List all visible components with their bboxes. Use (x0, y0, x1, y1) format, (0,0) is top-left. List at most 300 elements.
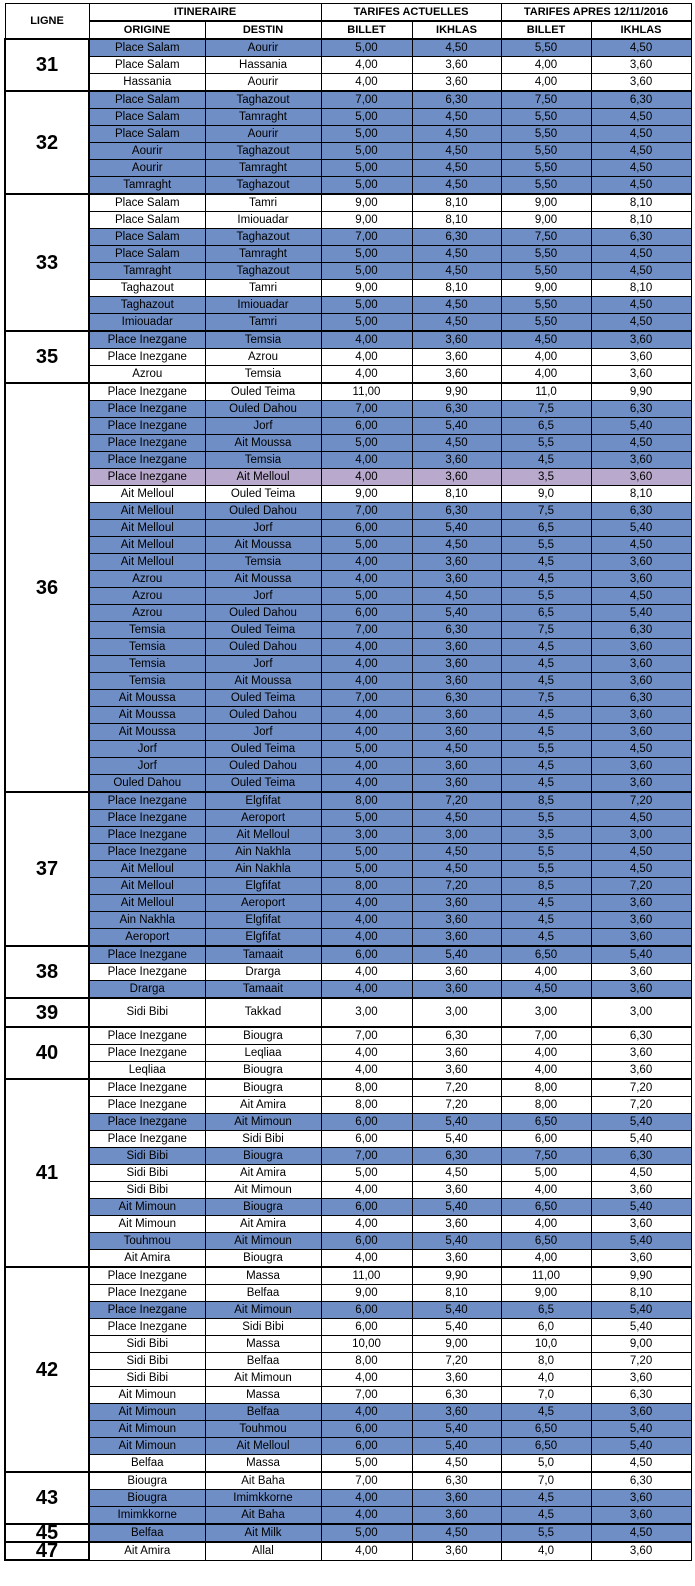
destin-cell: Taghazout (205, 91, 321, 109)
billet-apres-cell: 3,5 (501, 827, 591, 844)
origine-cell: Sidi Bibi (89, 1336, 205, 1353)
table-row (5, 263, 691, 280)
destin-cell: Ouled Teima (205, 741, 321, 758)
billet-apres-cell: 5,50 (501, 246, 591, 263)
table-header (5, 4, 691, 40)
ikhlas-actuel-cell: 5,40 (412, 520, 501, 537)
table-row (5, 1353, 691, 1370)
destin-cell: Imiouadar (205, 212, 321, 229)
origine-cell: Place Salam (89, 57, 205, 74)
ligne-number: 45 (5, 1524, 89, 1542)
billet-actuel-cell: 5,00 (321, 314, 412, 332)
destin-cell: Ouled Teima (205, 383, 321, 401)
billet-apres-cell: 5,5 (501, 861, 591, 878)
ikhlas-apres-cell: 4,50 (591, 1165, 691, 1182)
destin-cell: Ait Moussa (205, 435, 321, 452)
ligne-number: 39 (5, 998, 89, 1027)
billet-apres-cell: 5,50 (501, 263, 591, 280)
origine-cell: Place Salam (89, 91, 205, 109)
origine-cell: Place Inezgane (89, 1114, 205, 1131)
billet-actuel-cell: 9,00 (321, 1285, 412, 1302)
ikhlas-actuel-cell: 3,60 (412, 366, 501, 384)
billet-actuel-cell: 6,00 (321, 946, 412, 964)
ikhlas-actuel-cell: 5,40 (412, 1131, 501, 1148)
table-row (5, 1524, 691, 1542)
origine-cell: Place Salam (89, 212, 205, 229)
billet-actuel-cell: 5,00 (321, 1455, 412, 1473)
table-row (5, 331, 691, 349)
origine-cell: Ait Melloul (89, 537, 205, 554)
destin-cell: Allal (205, 1542, 321, 1560)
origine-cell: Taghazout (89, 280, 205, 297)
table-row (5, 1199, 691, 1216)
origine-cell: Imimkkorne (89, 1507, 205, 1525)
billet-apres-cell: 4,5 (501, 775, 591, 793)
ikhlas-actuel-cell: 3,60 (412, 1182, 501, 1199)
table-row (5, 452, 691, 469)
ikhlas-apres-cell: 4,50 (591, 435, 691, 452)
origine-cell: Aeroport (89, 929, 205, 947)
ikhlas-apres-cell: 5,40 (591, 1199, 691, 1216)
billet-apres-cell: 4,00 (501, 1062, 591, 1080)
ikhlas-apres-cell: 4,50 (591, 844, 691, 861)
billet-apres-cell: 4,5 (501, 452, 591, 469)
destin-cell: Ait Milk (205, 1524, 321, 1542)
billet-actuel-cell: 4,00 (321, 981, 412, 999)
ikhlas-actuel-cell: 5,40 (412, 1421, 501, 1438)
destin-cell: Biougra (205, 1250, 321, 1268)
billet-apres-cell: 9,00 (501, 212, 591, 229)
billet-actuel-cell: 4,00 (321, 349, 412, 366)
origine-cell: Temsia (89, 622, 205, 639)
table-row (5, 177, 691, 195)
ikhlas-actuel-cell: 6,30 (412, 229, 501, 246)
table-row (5, 537, 691, 554)
ikhlas-apres-cell: 4,50 (591, 1455, 691, 1473)
billet-actuel-cell: 6,00 (321, 605, 412, 622)
ikhlas-apres-cell: 3,60 (591, 57, 691, 74)
ikhlas-actuel-cell: 5,40 (412, 418, 501, 435)
billet-actuel-cell: 6,00 (321, 1438, 412, 1455)
table-row (5, 1182, 691, 1199)
destin-cell: Tamraght (205, 160, 321, 177)
billet-apres-cell: 5,5 (501, 435, 591, 452)
origine-cell: Drarga (89, 981, 205, 999)
table-row (5, 1387, 691, 1404)
table-row (5, 929, 691, 947)
ikhlas-actuel-cell: 3,60 (412, 758, 501, 775)
origine-cell: Place Inezgane (89, 1045, 205, 1062)
table-row (5, 861, 691, 878)
table-row (5, 1062, 691, 1080)
table-row (5, 212, 691, 229)
billet-apres-cell: 5,50 (501, 126, 591, 143)
table-row (5, 1490, 691, 1507)
ikhlas-actuel-cell: 7,20 (412, 792, 501, 810)
ikhlas-apres-cell: 7,20 (591, 792, 691, 810)
destin-cell: Taghazout (205, 143, 321, 160)
destin-cell: Leqliaa (205, 1045, 321, 1062)
ikhlas-actuel-cell: 3,60 (412, 981, 501, 999)
table-row (5, 1027, 691, 1045)
origine-cell: Ait Melloul (89, 486, 205, 503)
billet-apres-cell: 4,5 (501, 571, 591, 588)
origine-cell: Temsia (89, 673, 205, 690)
billet-apres-cell: 4,5 (501, 707, 591, 724)
destin-cell: Tamraght (205, 246, 321, 263)
ligne-number: 42 (5, 1267, 89, 1472)
origine-cell: Aourir (89, 143, 205, 160)
ikhlas-apres-cell: 5,40 (591, 1131, 691, 1148)
table-row (5, 1302, 691, 1319)
ikhlas-actuel-cell: 9,90 (412, 1267, 501, 1285)
ikhlas-apres-cell: 7,20 (591, 1079, 691, 1097)
header-ligne: LIGNE (5, 4, 89, 40)
ikhlas-actuel-cell: 4,50 (412, 435, 501, 452)
origine-cell: Sidi Bibi (89, 1182, 205, 1199)
billet-actuel-cell: 4,00 (321, 929, 412, 947)
origine-cell: Place Inezgane (89, 418, 205, 435)
ikhlas-actuel-cell: 3,60 (412, 57, 501, 74)
billet-actuel-cell: 4,00 (321, 1182, 412, 1199)
ikhlas-actuel-cell: 4,50 (412, 861, 501, 878)
table-row (5, 639, 691, 656)
header-destin: DESTIN (205, 21, 321, 39)
ikhlas-apres-cell: 6,30 (591, 690, 691, 707)
destin-cell: Tamri (205, 194, 321, 212)
table-row (5, 707, 691, 724)
billet-actuel-cell: 8,00 (321, 1353, 412, 1370)
ikhlas-actuel-cell: 8,10 (412, 486, 501, 503)
ikhlas-actuel-cell: 9,90 (412, 383, 501, 401)
billet-apres-cell: 4,0 (501, 1370, 591, 1387)
billet-actuel-cell: 7,00 (321, 503, 412, 520)
ikhlas-actuel-cell: 5,40 (412, 1114, 501, 1131)
table-row (5, 775, 691, 793)
billet-apres-cell: 5,0 (501, 1455, 591, 1473)
origine-cell: Place Salam (89, 126, 205, 143)
ikhlas-actuel-cell: 8,10 (412, 1285, 501, 1302)
ikhlas-actuel-cell: 4,50 (412, 143, 501, 160)
billet-apres-cell: 4,50 (501, 331, 591, 349)
ligne-number: 43 (5, 1472, 89, 1524)
header-origine: ORIGINE (89, 21, 205, 39)
origine-cell: Place Inezgane (89, 792, 205, 810)
ikhlas-apres-cell: 3,60 (591, 639, 691, 656)
ikhlas-apres-cell: 6,30 (591, 91, 691, 109)
destin-cell: Tamri (205, 280, 321, 297)
ikhlas-actuel-cell: 3,60 (412, 929, 501, 947)
billet-apres-cell: 4,5 (501, 656, 591, 673)
table-row (5, 503, 691, 520)
origine-cell: Ait Amira (89, 1250, 205, 1268)
table-row (5, 1131, 691, 1148)
ikhlas-actuel-cell: 3,60 (412, 1045, 501, 1062)
billet-apres-cell: 4,5 (501, 1490, 591, 1507)
billet-apres-cell: 5,5 (501, 537, 591, 554)
billet-actuel-cell: 7,00 (321, 622, 412, 639)
billet-apres-cell: 7,0 (501, 1472, 591, 1490)
billet-apres-cell: 7,0 (501, 1387, 591, 1404)
billet-actuel-cell: 7,00 (321, 229, 412, 246)
origine-cell: Biougra (89, 1490, 205, 1507)
ikhlas-actuel-cell: 6,30 (412, 401, 501, 418)
billet-apres-cell: 9,0 (501, 486, 591, 503)
destin-cell: Jorf (205, 724, 321, 741)
ikhlas-actuel-cell: 3,60 (412, 724, 501, 741)
table-row (5, 724, 691, 741)
table-row (5, 1148, 691, 1165)
billet-actuel-cell: 4,00 (321, 912, 412, 929)
billet-actuel-cell: 4,00 (321, 1216, 412, 1233)
billet-apres-cell: 4,5 (501, 554, 591, 571)
ikhlas-apres-cell: 3,60 (591, 1507, 691, 1525)
origine-cell: Ait Amira (89, 1542, 205, 1560)
billet-actuel-cell: 5,00 (321, 810, 412, 827)
ikhlas-apres-cell: 6,30 (591, 1387, 691, 1404)
ikhlas-actuel-cell: 3,60 (412, 656, 501, 673)
billet-actuel-cell: 6,00 (321, 1302, 412, 1319)
ikhlas-actuel-cell: 4,50 (412, 160, 501, 177)
origine-cell: Temsia (89, 656, 205, 673)
billet-actuel-cell: 5,00 (321, 741, 412, 758)
origine-cell: Place Salam (89, 39, 205, 57)
origine-cell: Place Inezgane (89, 1131, 205, 1148)
ikhlas-actuel-cell: 4,50 (412, 246, 501, 263)
destin-cell: Azrou (205, 349, 321, 366)
billet-apres-cell: 6,5 (501, 1302, 591, 1319)
ikhlas-apres-cell: 3,60 (591, 656, 691, 673)
destin-cell: Aeroport (205, 810, 321, 827)
ikhlas-apres-cell: 4,50 (591, 588, 691, 605)
ikhlas-apres-cell: 3,00 (591, 998, 691, 1027)
table-row (5, 1250, 691, 1268)
table-row (5, 280, 691, 297)
destin-cell: Ait Baha (205, 1507, 321, 1525)
billet-actuel-cell: 4,00 (321, 1250, 412, 1268)
billet-actuel-cell: 5,00 (321, 143, 412, 160)
ikhlas-apres-cell: 3,60 (591, 1490, 691, 1507)
ikhlas-actuel-cell: 7,20 (412, 1079, 501, 1097)
billet-actuel-cell: 11,00 (321, 383, 412, 401)
ikhlas-apres-cell: 9,00 (591, 1336, 691, 1353)
ikhlas-actuel-cell: 3,60 (412, 349, 501, 366)
billet-apres-cell: 8,00 (501, 1079, 591, 1097)
ikhlas-apres-cell: 4,50 (591, 246, 691, 263)
billet-actuel-cell: 9,00 (321, 486, 412, 503)
origine-cell: Place Inezgane (89, 452, 205, 469)
destin-cell: Taghazout (205, 229, 321, 246)
billet-apres-cell: 7,5 (501, 690, 591, 707)
billet-apres-cell: 5,5 (501, 844, 591, 861)
destin-cell: Ain Nakhla (205, 844, 321, 861)
ikhlas-actuel-cell: 5,40 (412, 1302, 501, 1319)
table-row (5, 1370, 691, 1387)
table-row (5, 74, 691, 92)
destin-cell: Ouled Dahou (205, 605, 321, 622)
billet-apres-cell: 4,5 (501, 673, 591, 690)
billet-apres-cell: 5,50 (501, 143, 591, 160)
destin-cell: Ait Mimoun (205, 1233, 321, 1250)
billet-actuel-cell: 7,00 (321, 1148, 412, 1165)
ikhlas-actuel-cell: 4,50 (412, 1165, 501, 1182)
origine-cell: Touhmou (89, 1233, 205, 1250)
origine-cell: Ait Mimoun (89, 1199, 205, 1216)
ikhlas-actuel-cell: 3,60 (412, 912, 501, 929)
billet-actuel-cell: 4,00 (321, 452, 412, 469)
billet-apres-cell: 11,0 (501, 383, 591, 401)
table-row (5, 39, 691, 57)
destin-cell: Aourir (205, 39, 321, 57)
destin-cell: Elgfifat (205, 792, 321, 810)
billet-actuel-cell: 5,00 (321, 246, 412, 263)
ikhlas-apres-cell: 3,60 (591, 1370, 691, 1387)
table-row (5, 143, 691, 160)
billet-actuel-cell: 9,00 (321, 194, 412, 212)
origine-cell: Place Salam (89, 246, 205, 263)
billet-actuel-cell: 6,00 (321, 520, 412, 537)
billet-actuel-cell: 5,00 (321, 263, 412, 280)
billet-actuel-cell: 4,00 (321, 74, 412, 92)
billet-apres-cell: 4,00 (501, 349, 591, 366)
billet-apres-cell: 4,5 (501, 929, 591, 947)
ikhlas-apres-cell: 3,00 (591, 827, 691, 844)
billet-apres-cell: 4,00 (501, 74, 591, 92)
origine-cell: Ait Moussa (89, 724, 205, 741)
billet-actuel-cell: 4,00 (321, 964, 412, 981)
table-row (5, 314, 691, 332)
origine-cell: Sidi Bibi (89, 998, 205, 1027)
origine-cell: Azrou (89, 366, 205, 384)
origine-cell: Sidi Bibi (89, 1148, 205, 1165)
ikhlas-actuel-cell: 4,50 (412, 263, 501, 280)
destin-cell: Ouled Dahou (205, 503, 321, 520)
ikhlas-apres-cell: 6,30 (591, 401, 691, 418)
billet-actuel-cell: 7,00 (321, 1387, 412, 1404)
billet-actuel-cell: 8,00 (321, 878, 412, 895)
header-ikhlas-apres: IKHLAS (591, 21, 691, 39)
billet-apres-cell: 6,0 (501, 1319, 591, 1336)
billet-actuel-cell: 8,00 (321, 792, 412, 810)
billet-apres-cell: 6,50 (501, 1233, 591, 1250)
table-row (5, 1165, 691, 1182)
header-billet-actuel: BILLET (321, 21, 412, 39)
table-row (5, 57, 691, 74)
ikhlas-apres-cell: 6,30 (591, 503, 691, 520)
destin-cell: Temsia (205, 554, 321, 571)
ikhlas-actuel-cell: 3,60 (412, 1370, 501, 1387)
origine-cell: Place Inezgane (89, 844, 205, 861)
origine-cell: Place Inezgane (89, 1097, 205, 1114)
ikhlas-apres-cell: 3,60 (591, 331, 691, 349)
destin-cell: Aeroport (205, 895, 321, 912)
ikhlas-actuel-cell: 4,50 (412, 1455, 501, 1473)
ikhlas-apres-cell: 3,60 (591, 452, 691, 469)
origine-cell: Place Inezgane (89, 810, 205, 827)
ikhlas-actuel-cell: 8,10 (412, 194, 501, 212)
destin-cell: Ouled Dahou (205, 401, 321, 418)
origine-cell: Ait Mimoun (89, 1216, 205, 1233)
billet-actuel-cell: 11,00 (321, 1267, 412, 1285)
billet-actuel-cell: 5,00 (321, 177, 412, 195)
billet-actuel-cell: 4,00 (321, 1507, 412, 1525)
destin-cell: Ait Melloul (205, 827, 321, 844)
origine-cell: Imiouadar (89, 314, 205, 332)
ikhlas-actuel-cell: 3,60 (412, 1507, 501, 1525)
ikhlas-actuel-cell: 9,00 (412, 1336, 501, 1353)
destin-cell: Ait Baha (205, 1472, 321, 1490)
ikhlas-apres-cell: 6,30 (591, 1148, 691, 1165)
destin-cell: Ait Melloul (205, 469, 321, 486)
billet-apres-cell: 5,5 (501, 741, 591, 758)
billet-apres-cell: 6,00 (501, 1131, 591, 1148)
table-row (5, 998, 691, 1027)
origine-cell: Place Inezgane (89, 1319, 205, 1336)
table-row (5, 246, 691, 263)
destin-cell: Biougra (205, 1062, 321, 1080)
ikhlas-apres-cell: 5,40 (591, 946, 691, 964)
ikhlas-actuel-cell: 6,30 (412, 91, 501, 109)
billet-actuel-cell: 5,00 (321, 297, 412, 314)
destin-cell: Temsia (205, 452, 321, 469)
ikhlas-actuel-cell: 4,50 (412, 588, 501, 605)
origine-cell: Ait Moussa (89, 707, 205, 724)
billet-apres-cell: 10,0 (501, 1336, 591, 1353)
destin-cell: Sidi Bibi (205, 1319, 321, 1336)
table-row (5, 895, 691, 912)
ligne-number: 31 (5, 39, 89, 91)
table-row (5, 690, 691, 707)
billet-actuel-cell: 4,00 (321, 758, 412, 775)
ikhlas-apres-cell: 4,50 (591, 297, 691, 314)
billet-apres-cell: 6,50 (501, 1199, 591, 1216)
ikhlas-actuel-cell: 5,40 (412, 1438, 501, 1455)
destin-cell: Jorf (205, 588, 321, 605)
ikhlas-actuel-cell: 3,60 (412, 1404, 501, 1421)
ikhlas-apres-cell: 8,10 (591, 194, 691, 212)
ikhlas-actuel-cell: 4,50 (412, 177, 501, 195)
billet-apres-cell: 7,5 (501, 503, 591, 520)
billet-actuel-cell: 8,00 (321, 1079, 412, 1097)
table-row (5, 520, 691, 537)
destin-cell: Ait Moussa (205, 571, 321, 588)
destin-cell: Massa (205, 1336, 321, 1353)
table-row (5, 1455, 691, 1473)
table-row (5, 1079, 691, 1097)
destin-cell: Ouled Teima (205, 622, 321, 639)
billet-apres-cell: 6,5 (501, 605, 591, 622)
table-row (5, 1319, 691, 1336)
billet-apres-cell: 8,00 (501, 1097, 591, 1114)
table-row (5, 792, 691, 810)
ikhlas-actuel-cell: 3,60 (412, 452, 501, 469)
ikhlas-apres-cell: 8,10 (591, 280, 691, 297)
destin-cell: Biougra (205, 1199, 321, 1216)
ikhlas-actuel-cell: 8,10 (412, 212, 501, 229)
ikhlas-apres-cell: 3,60 (591, 912, 691, 929)
origine-cell: Place Inezgane (89, 946, 205, 964)
billet-apres-cell: 6,5 (501, 520, 591, 537)
table-row (5, 844, 691, 861)
ikhlas-actuel-cell: 3,60 (412, 1542, 501, 1560)
billet-apres-cell: 4,00 (501, 964, 591, 981)
destin-cell: Temsia (205, 331, 321, 349)
billet-actuel-cell: 3,00 (321, 827, 412, 844)
ikhlas-actuel-cell: 4,50 (412, 314, 501, 332)
table-row (5, 109, 691, 126)
table-row (5, 1097, 691, 1114)
billet-apres-cell: 7,5 (501, 622, 591, 639)
